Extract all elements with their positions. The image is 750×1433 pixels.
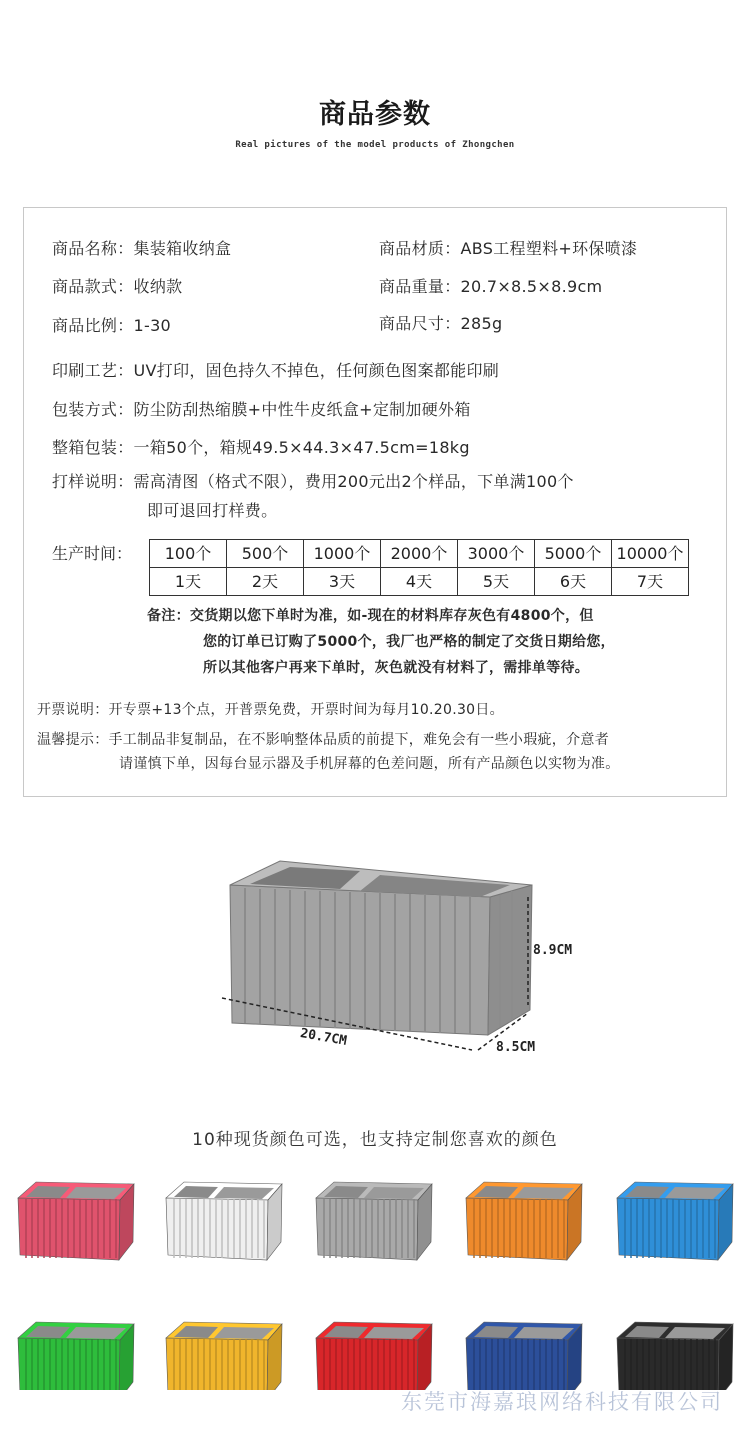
spec-box: 整箱包装：一箱50个，箱规49.5×44.3×47.5cm=18kg [52, 438, 470, 457]
spec-weight: 商品重量：20.7×8.5×8.9cm [379, 277, 603, 296]
tip-info: 温馨提示：手工制品非复制品，在不影响整体品质的前提下，难免会有一些小瑕疵，介意者 [37, 732, 609, 748]
spec-sample: 打样说明：需高清图（格式不限），费用200元出2个样品，下单满100个 [52, 472, 574, 491]
color-variant-black [617, 1322, 733, 1390]
qty-cell: 500个 [227, 540, 304, 568]
note-line-2: 您的订单已订购了5000个，我厂也严格的制定了交货日期给您， [203, 634, 615, 650]
note-line-3: 所以其他客户再来下单时，灰色就没有材料了，需排单等待。 [203, 660, 590, 676]
color-variant-red [316, 1322, 432, 1390]
note-line-1: 备注：交货期以您下单时为准，如-现在的材料库存灰色有4800个，但 [147, 608, 594, 624]
spec-style: 商品款式：收纳款 [52, 277, 183, 296]
days-cell: 5天 [458, 568, 535, 596]
colors-title: 10种现货颜色可选，也支持定制您喜欢的颜色 [192, 1130, 558, 1150]
height-label: 8.9CM [533, 943, 573, 958]
days-cell: 2天 [227, 568, 304, 596]
color-variant-white [166, 1182, 282, 1260]
qty-cell: 10000个 [612, 540, 689, 568]
container-front [230, 885, 490, 1035]
spec-sample-line2: 即可退回打样费。 [147, 501, 278, 520]
page-subtitle: Real pictures of the model products of Zhongchen [235, 140, 515, 150]
tip-info-line2: 请谨慎下单，因每台显示器及手机屏幕的色差问题，所有产品颜色以实物为准。 [119, 756, 620, 772]
days-row [150, 568, 689, 596]
page-title: 商品参数 [319, 99, 431, 130]
qty-cell: 5000个 [535, 540, 612, 568]
spec-pack: 包装方式：防尘防刮热缩膜+中性牛皮纸盒+定制加硬外箱 [52, 400, 471, 419]
color-variant-gray [316, 1182, 432, 1260]
spec-name: 商品名称：集装箱收纳盒 [52, 239, 232, 258]
qty-cell: 3000个 [458, 540, 535, 568]
color-variants-grid [0, 1170, 750, 1390]
days-cell: 3天 [304, 568, 381, 596]
days-cell: 4天 [381, 568, 458, 596]
container-illustration [210, 855, 560, 1065]
invoice-info: 开票说明：开专票+13个点，开普票免费，开票时间为每月10.20.30日。 [37, 702, 504, 718]
qty-cell: 2000个 [381, 540, 458, 568]
spec-scale: 商品比例：1-30 [52, 316, 172, 335]
container-side [488, 885, 532, 1035]
days-cell: 6天 [535, 568, 612, 596]
color-variant-orange [466, 1182, 582, 1260]
color-variant-yellow [166, 1322, 282, 1390]
spec-material: 商品材质：ABS工程塑料+环保喷漆 [379, 239, 638, 258]
production-time-label: 生产时间： [52, 544, 133, 563]
spec-print: 印刷工艺：UV打印，固色持久不掉色，任何颜色图案都能印刷 [52, 361, 500, 380]
qty-cell: 100个 [150, 540, 227, 568]
qty-row [150, 540, 689, 568]
color-variant-pink [18, 1182, 134, 1260]
watermark: 东莞市海嘉琅网络科技有限公司 [401, 1390, 723, 1414]
spec-size: 商品尺寸：285g [379, 314, 503, 333]
days-cell: 1天 [150, 568, 227, 596]
days-cell: 7天 [612, 568, 689, 596]
length-label: 20.7CM [299, 1026, 348, 1049]
qty-cell: 1000个 [304, 540, 381, 568]
color-variant-blue [617, 1182, 733, 1260]
color-variant-navy [466, 1322, 582, 1390]
width-label: 8.5CM [496, 1040, 536, 1055]
color-variant-green [18, 1322, 134, 1390]
production-time-table [149, 539, 689, 596]
